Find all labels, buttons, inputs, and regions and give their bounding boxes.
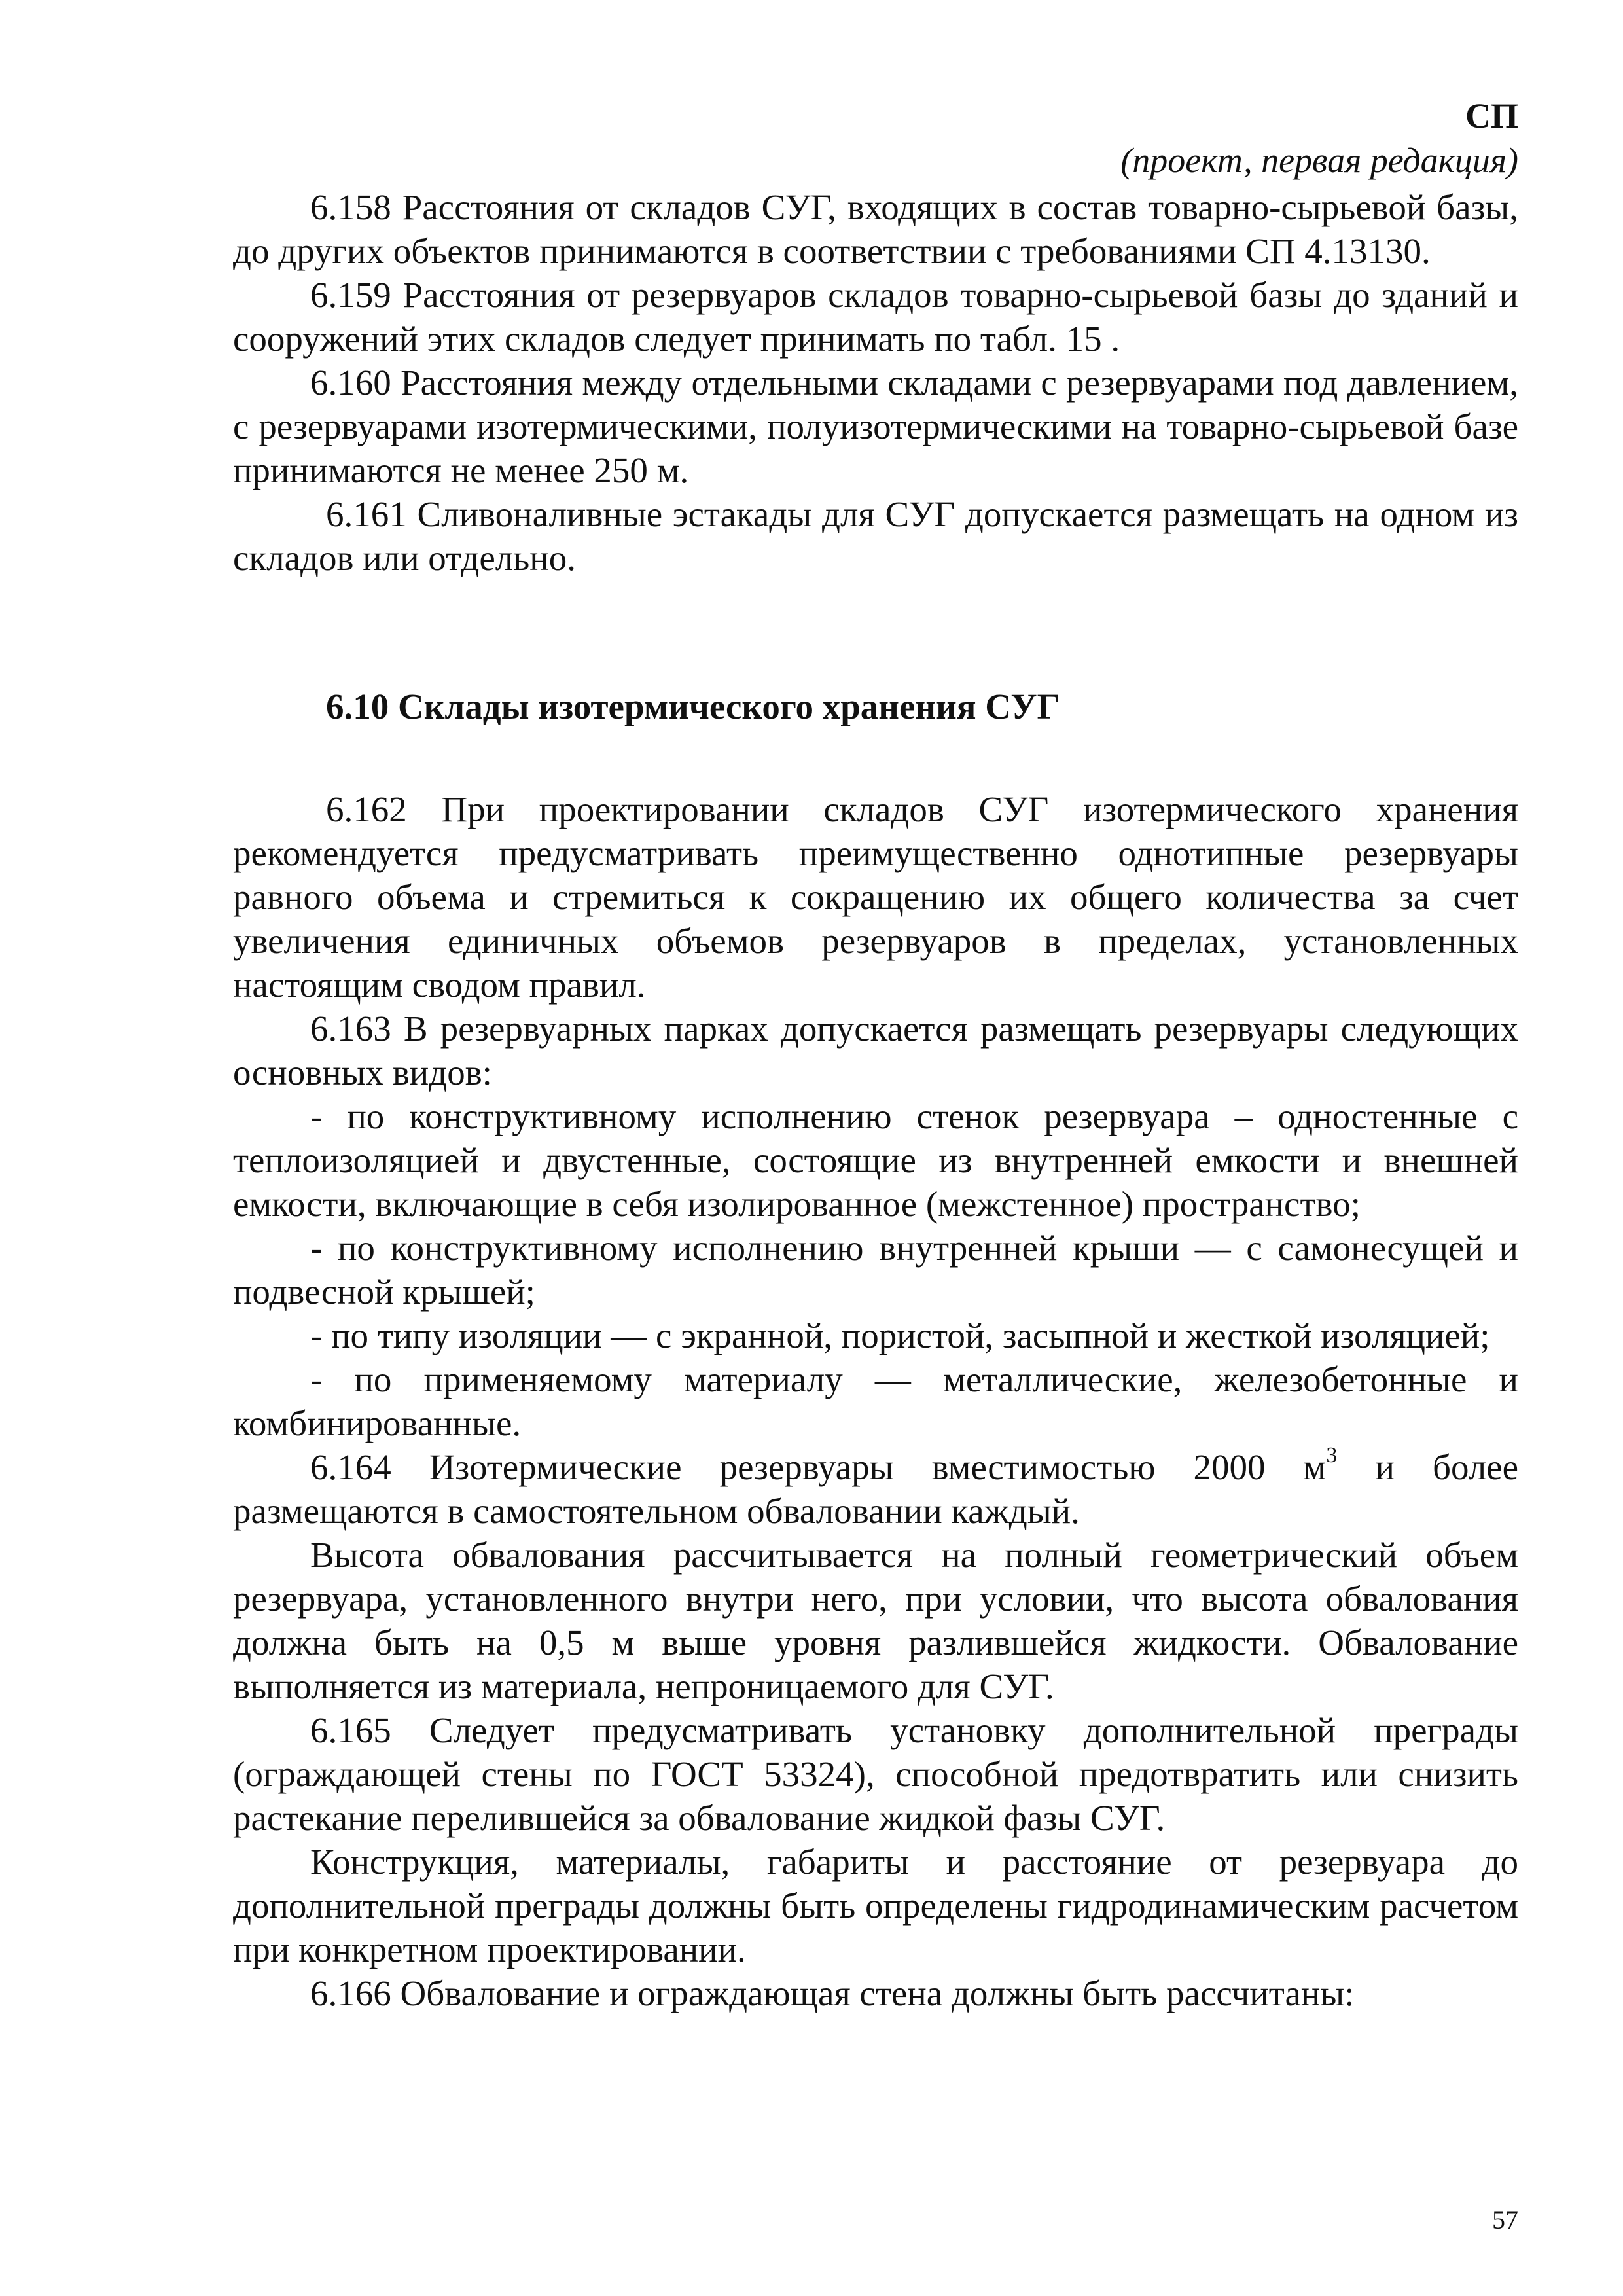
section-heading: 6.10 Склады изотермического хранения СУГ xyxy=(326,687,1060,726)
paragraph-embankment-height: Высота обвалования рассчитывается на полный геометрический объем резервуара, установленного внутри него, при условии, что высота обвалования должна быть на 0,5 м выше уровня разлившейся жидкости. Обвалование выполняется из материала, непроницаемого для СУГ. xyxy=(233,1535,1518,1706)
list-item-roof-design: - по конструктивному исполнению внутренней крыши — с самонесущей и подвесной крышей; xyxy=(233,1228,1518,1312)
paragraph-6-160: 6.160 Расстояния между отдельными складами с резервуарами под давлением, с резервуарами изотермическими, полуизотермическими на товарно-сырьевой базе принимаются не менее 250 м. xyxy=(233,363,1518,490)
paragraph-6-159: 6.159 Расстояния от резервуаров складов товарно-сырьевой базы до зданий и сооружений этих складов следует принимать по табл. 15 . xyxy=(233,275,1518,359)
paragraph-barrier-design: Конструкция, материалы, габариты и расстояние от резервуара до дополнительной преграды должны быть определены гидродинамическим расчетом при конкретном проектировании. xyxy=(233,1842,1518,1969)
list-item-material: - по применяемому материалу — металлические, железобетонные и комбинированные. xyxy=(233,1359,1518,1443)
document-body xyxy=(233,185,1518,2015)
paragraph-6-162: 6.162 При проектировании складов СУГ изотермического хранения рекомендуется предусматривать преимущественно однотипные резервуары равного объема и стремиться к сокращению их общего количества за счет увеличения единичных объемов резервуаров в пределах, установленных настоящим сводом правил. xyxy=(233,789,1518,1005)
paragraph-6-163: 6.163 В резервуарных парках допускается размещать резервуары следующих основных видов: xyxy=(233,1009,1518,1092)
edition-note: (проект, первая редакция) xyxy=(1120,141,1518,180)
cubic-superscript: 3 xyxy=(1326,1443,1338,1467)
page-number: 57 xyxy=(1492,2205,1518,2234)
document-code: СП xyxy=(1465,96,1518,135)
paragraph-6-165: 6.165 Следует предусматривать установку дополнительной преграды (ограждающей стены по ГОСТ 53324), способной предотвратить или снизить растекание перелившейся за обвалование жидкой фазы СУГ. xyxy=(233,1710,1518,1838)
paragraph-6-158: 6.158 Расстояния от складов СУГ, входящих в состав товарно-сырьевой базы, до других объектов принимаются в соответствии с требованиями СП 4.13130. xyxy=(233,187,1518,271)
paragraph-6-164-text-end: и более размещаются в самостоятельном обваловании каждый. xyxy=(233,1447,1518,1531)
paragraph-6-166: 6.166 Обвалование и ограждающая стена должны быть рассчитаны: xyxy=(310,1973,1355,2013)
paragraph-6-161: 6.161 Сливоналивные эстакады для СУГ допускается размещать на одном из складов или отдельно. xyxy=(233,494,1518,578)
spacer xyxy=(233,728,1518,787)
spacer xyxy=(233,580,1518,685)
list-item-insulation-type: - по типу изоляции — с экранной, пористой, засыпной и жесткой изоляцией; xyxy=(310,1316,1490,1355)
list-item-wall-design: - по конструктивному исполнению стенок резервуара – одностенные с теплоизоляцией и двустенные, состоящие из внутренней емкости и внешней емкости, включающие в себя изолированное (межстенное) пространство; xyxy=(233,1096,1518,1224)
paragraph-6-164-text: 6.164 Изотермические резервуары вместимостью 2000 м xyxy=(310,1447,1327,1487)
paragraph-6-164 xyxy=(233,1445,1518,1533)
